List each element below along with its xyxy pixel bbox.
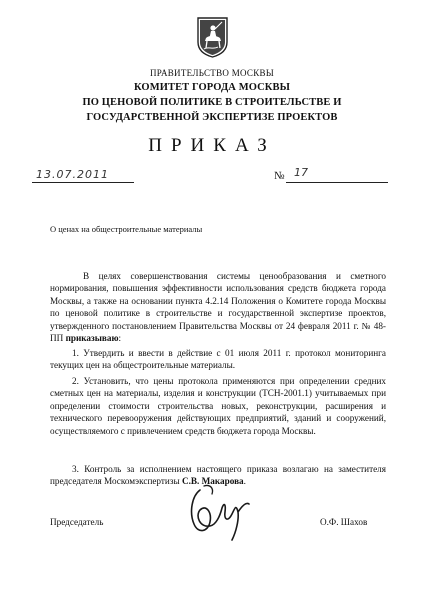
preamble-end: : — [118, 333, 122, 344]
clause-1: 1. Утвердить и ввести в действие с 01 июля 2011 г. протокол мониторинга текущих цен на общестроительные материалы. — [50, 348, 386, 371]
deputy-name: С.В. Макарова — [181, 476, 244, 487]
preamble-order-word: приказываю — [65, 333, 119, 344]
number-underline — [286, 182, 388, 183]
moscow-coat-of-arms-icon — [196, 16, 229, 58]
committee-name-line3: ГОСУДАРСТВЕННОЙ ЭКСПЕРТИЗЕ ПРОЕКТОВ — [86, 112, 338, 123]
clause-2: 2. Установить, что цены протокола применяются при определении средних сметных цен на материалы, изделия и конструкции (ТСН-2001.1) учитываемых при определении стоимости строительства новых, реконструкции, расширения и технического перевооружения действующих предприятий, зданий и сооружений, осуществляемого с привлечением средств бюджета города Москвы. — [50, 376, 386, 436]
clause-3-text: 3. Контроль за исполнением настоящего приказа возлагаю на заместителя председателя Москомэкспертизы — [50, 464, 386, 487]
document-number: 17 — [294, 166, 308, 179]
handwritten-signature — [186, 482, 252, 546]
number-sign: № — [274, 170, 285, 182]
preamble-paragraph — [50, 270, 386, 344]
date-underline — [32, 182, 134, 183]
signatory-name: О.Ф. Шахов — [320, 517, 368, 527]
committee-name-line2: ПО ЦЕНОВОЙ ПОЛИТИКЕ В СТРОИТЕЛЬСТВЕ И — [82, 97, 342, 108]
clause-3-end: . — [243, 476, 246, 487]
committee-name-line1: КОМИТЕТ ГОРОДА МОСКВЫ — [133, 82, 291, 93]
government-name: ПРАВИТЕЛЬСТВО МОСКВЫ — [149, 68, 274, 78]
document-date: 13.07.2011 — [36, 168, 109, 181]
document-title: ПРИКАЗ — [148, 135, 276, 156]
document-subject: О ценах на общестроительные материалы — [50, 224, 203, 234]
preamble-text: В целях совершенствования системы ценообразования и сметного нормирования, повышения эффективности использования средств бюджета города Москвы, а также на основании пункта 4.2.14 Положения о Комитете города Москвы по ценовой политике в строительстве и государственной экспертизе проектов, утвержденного постановлением Правительства Москвы от 24 февраля 2011 г. № 48-ПП — [50, 271, 386, 344]
signatory-position: Председатель — [50, 517, 104, 527]
